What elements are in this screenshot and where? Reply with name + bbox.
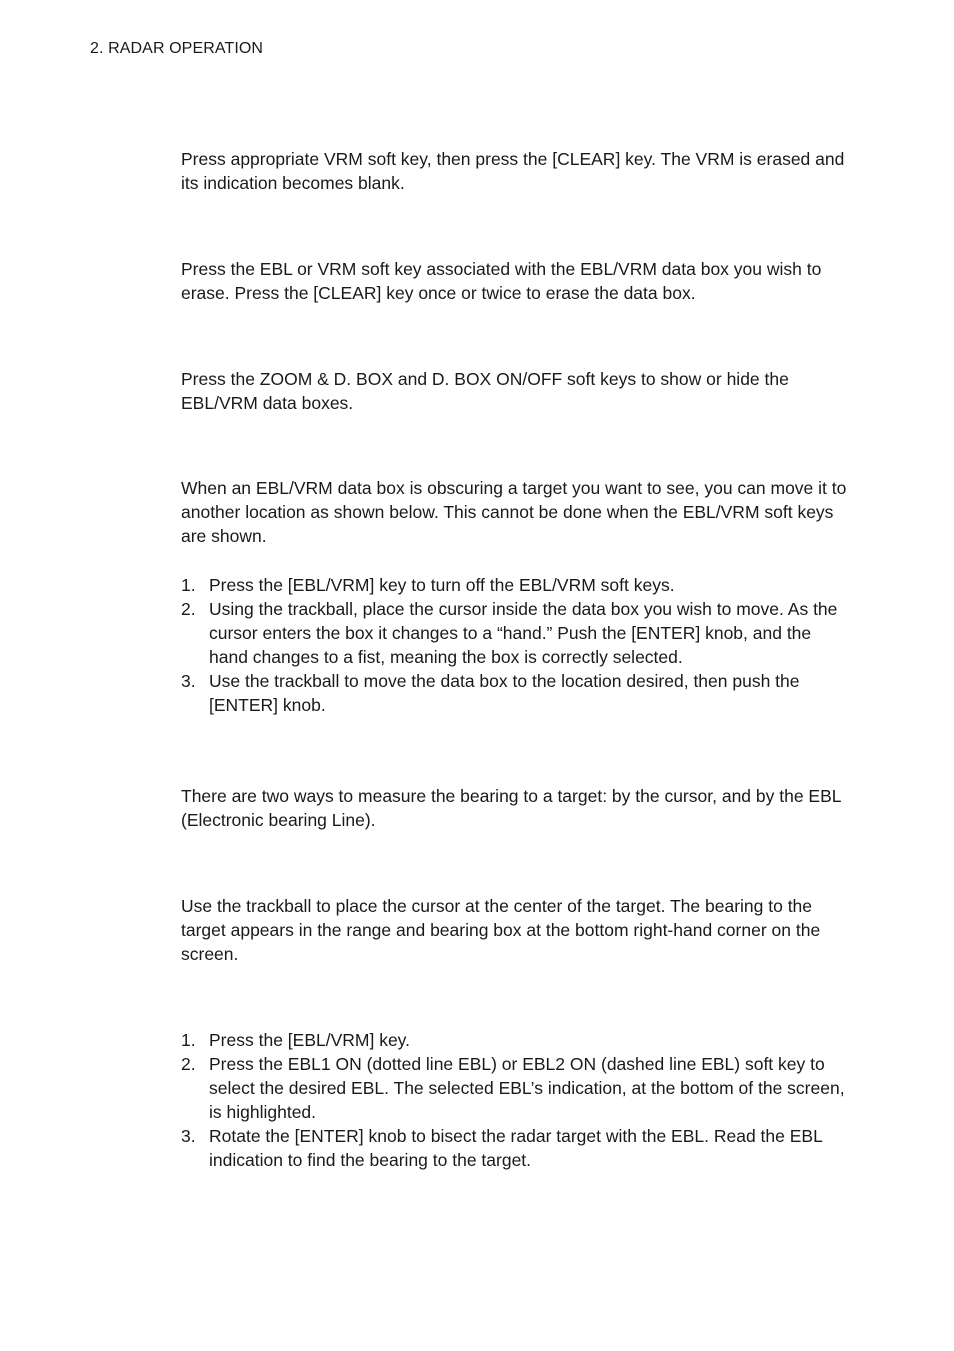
list-item-text: Rotate the [ENTER] knob to bisect the radar target with the EBL. Read the EBL indication to find the bearing to the target. bbox=[209, 1126, 823, 1170]
ebl-bearing-steps bbox=[181, 1028, 851, 1172]
list-item-number: 3. bbox=[181, 671, 196, 691]
list-item bbox=[181, 573, 851, 597]
move-data-box-steps bbox=[181, 573, 851, 717]
paragraph-erase-vrm: Press appropriate VRM soft key, then press the [CLEAR] key. The VRM is erased and its indication becomes blank. bbox=[181, 149, 845, 193]
list-item-number: 1. bbox=[181, 1030, 196, 1050]
list-item-number: 1. bbox=[181, 575, 196, 595]
list-item-text: Press the [EBL/VRM] key. bbox=[209, 1030, 410, 1050]
list-item-number: 3. bbox=[181, 1126, 196, 1146]
paragraph-show-hide-data-box: Press the ZOOM & D. BOX and D. BOX ON/OFF soft keys to show or hide the EBL/VRM data boxes. bbox=[181, 369, 789, 413]
list-item bbox=[181, 1052, 851, 1124]
list-item bbox=[181, 1124, 851, 1172]
list-item-text: Press the EBL1 ON (dotted line EBL) or EBL2 ON (dashed line EBL) soft key to select the desired EBL. The selected EBL’s indication, at the bottom of the screen, is highlighted. bbox=[209, 1054, 845, 1122]
list-item-number: 2. bbox=[181, 1054, 196, 1074]
list-item-text: Using the trackball, place the cursor inside the data box you wish to move. As the cursor enters the box it changes to a “hand.” Push the [ENTER] knob, and the hand changes to a fist, meaning the box is correctly selected. bbox=[209, 599, 838, 667]
paragraph-move-data-box: When an EBL/VRM data box is obscuring a target you want to see, you can move it to another location as shown below. This cannot be done when the EBL/VRM soft keys are shown. bbox=[181, 478, 847, 546]
list-item-text: Use the trackball to move the data box to the location desired, then push the [ENTER] knob. bbox=[209, 671, 800, 715]
section-header: 2. RADAR OPERATION bbox=[90, 40, 264, 57]
paragraph-erase-data-box: Press the EBL or VRM soft key associated with the EBL/VRM data box you wish to erase. Press the [CLEAR] key once or twice to erase the data box. bbox=[181, 259, 822, 303]
list-item-number: 2. bbox=[181, 599, 196, 619]
list-item-text: Press the [EBL/VRM] key to turn off the EBL/VRM soft keys. bbox=[209, 575, 675, 595]
paragraph-measure-bearing: There are two ways to measure the bearing to a target: by the cursor, and by the EBL (Electronic bearing Line). bbox=[181, 786, 841, 830]
list-item bbox=[181, 597, 851, 669]
list-item bbox=[181, 669, 851, 717]
paragraph-bearing-by-cursor: Use the trackball to place the cursor at the center of the target. The bearing to the target appears in the range and bearing box at the bottom right-hand corner on the screen. bbox=[181, 896, 821, 964]
list-item bbox=[181, 1028, 851, 1052]
